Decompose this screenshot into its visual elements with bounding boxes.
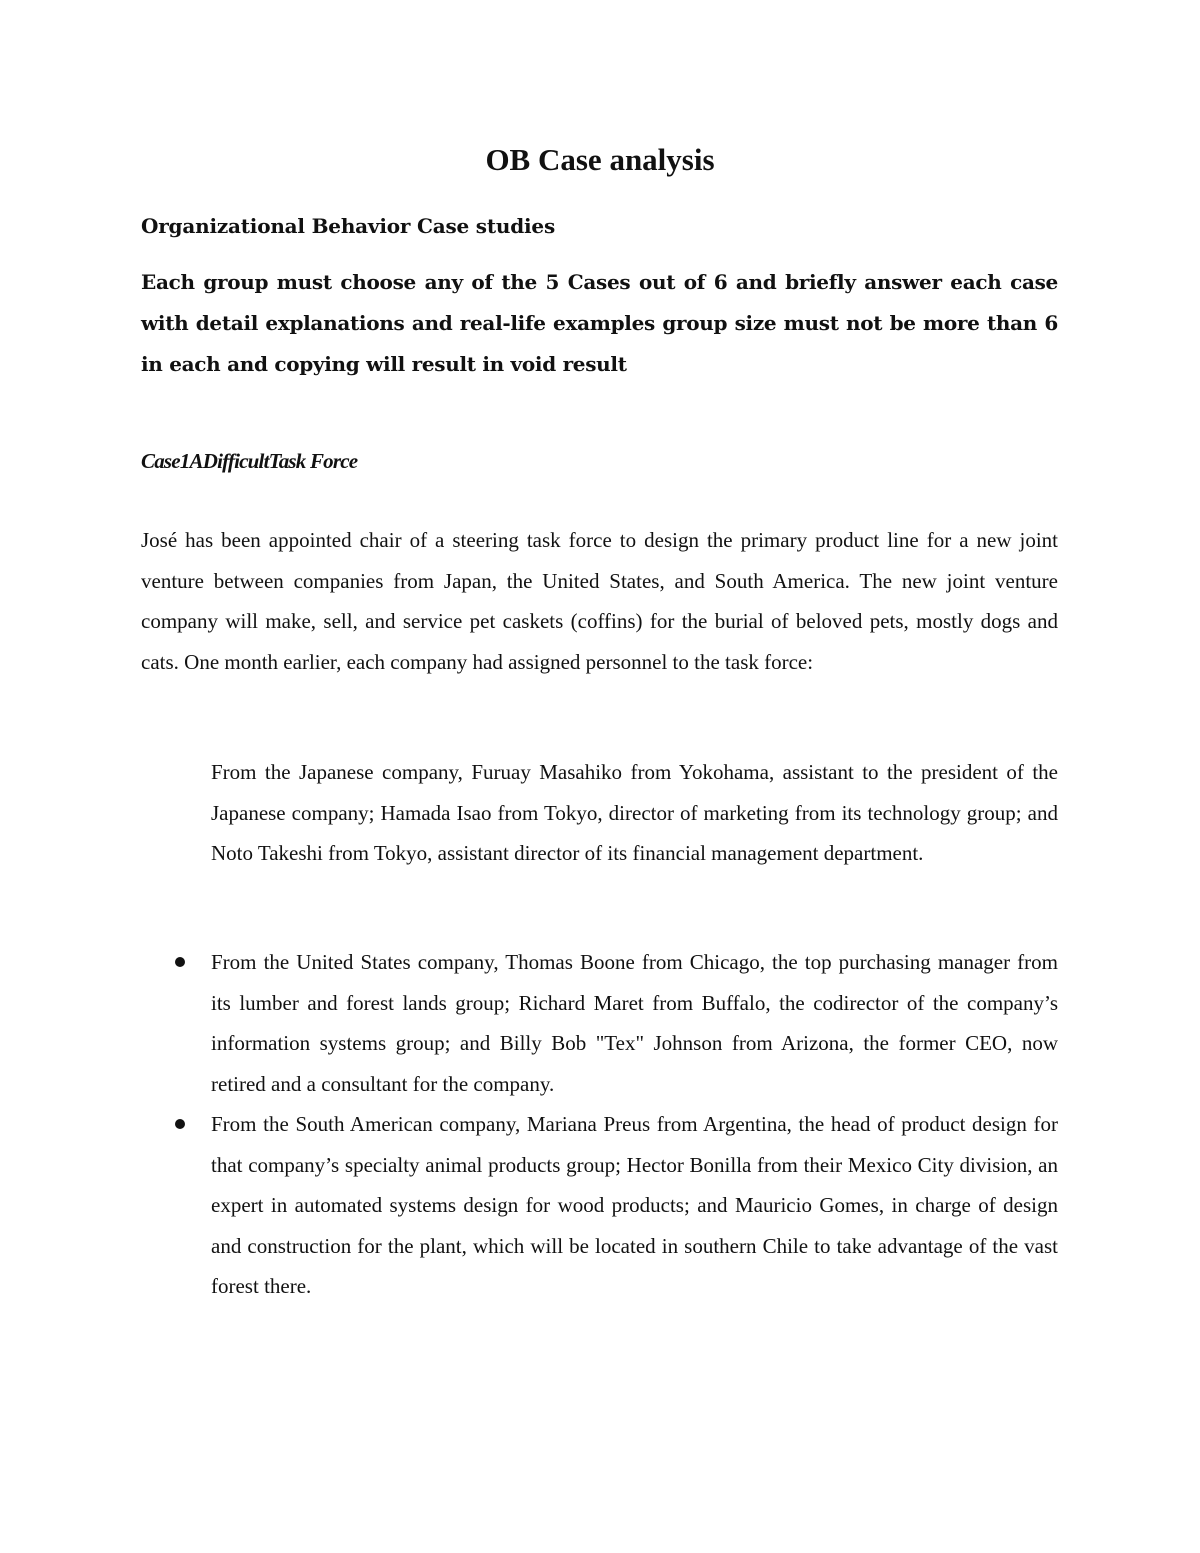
case-1-intro-paragraph: José has been appointed chair of a steering task force to design the primary product line for a new joint venture between companies from Japan, the United States, and South America. The new joint venture company will make, sell, and service pet caskets (coffins) for the burial of beloved pets, mostly dogs and cats. One month earlier, each company had assigned personnel to the task force: <box>141 528 1058 674</box>
team-bullet-list <box>141 942 1058 1307</box>
japan-team-paragraph: From the Japanese company, Furuay Masahiko from Yokohama, assistant to the president of the Japanese company; Hamada Isao from Tokyo, director of marketing from its technology group; and Noto Takeshi from Tokyo, assistant director of its financial management department. <box>211 760 1058 865</box>
document-subtitle: Organizational Behavior Case studies <box>141 214 556 238</box>
case-1-heading: Case1ADifficultTask Force <box>141 449 358 473</box>
instructions-paragraph: Each group must choose any of the 5 Cases out of 6 and briefly answer each case with detail explanations and real-life examples group size must not be more than 6 in each and copying will result in void result <box>141 270 1058 376</box>
bullet-icon <box>175 1119 185 1129</box>
page-title: OB Case analysis <box>485 142 715 177</box>
us-team-text: From the United States company, Thomas Boone from Chicago, the top purchasing manager from its lumber and forest lands group; Richard Maret from Buffalo, the codirector of the company’s information systems group; and Billy Bob "Tex" Johnson from Arizona, the former CEO, now retired and a consultant for the company. <box>211 950 1058 1096</box>
list-item <box>141 942 1058 1104</box>
south-america-team-text: From the South American company, Mariana Preus from Argentina, the head of product design for that company’s specialty animal products group; Hector Bonilla from their Mexico City division, an expert in automated systems design for wood products; and Mauricio Gomes, in charge of design and construction for the plant, which will be located in southern Chile to take advantage of the vast forest there. <box>211 1112 1058 1298</box>
bullet-icon <box>175 957 185 967</box>
list-item <box>141 1104 1058 1307</box>
